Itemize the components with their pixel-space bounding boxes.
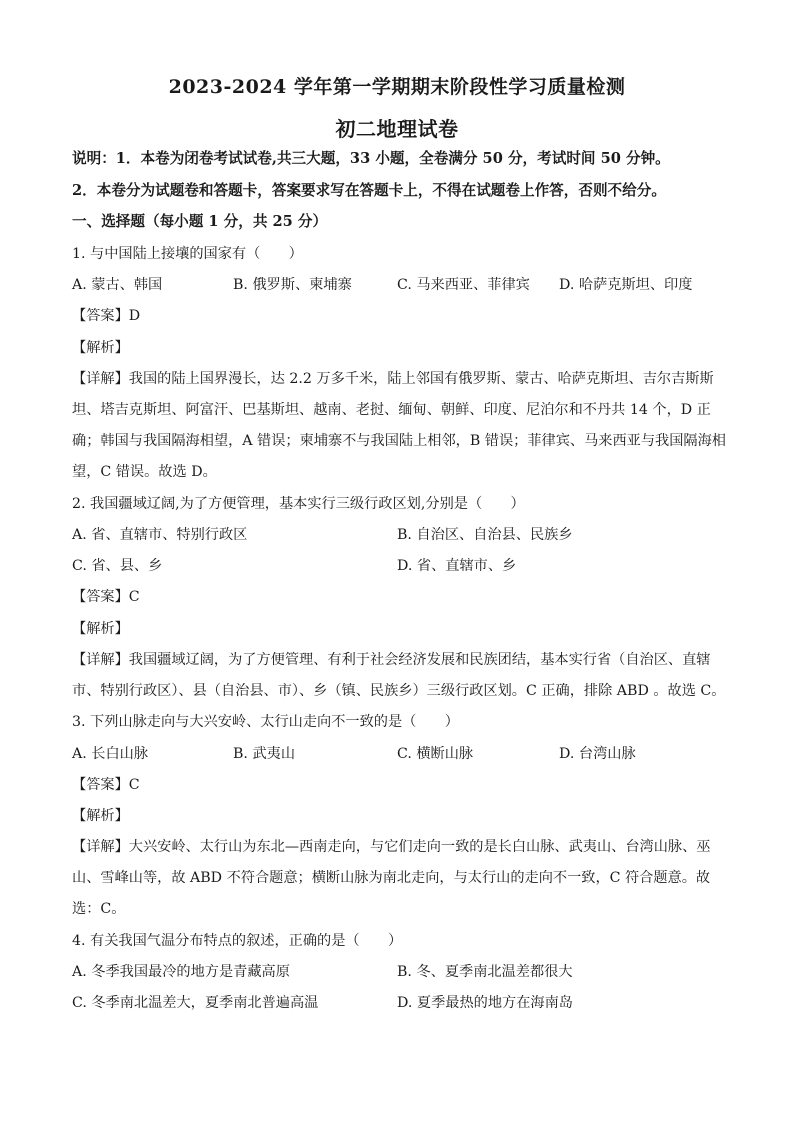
question-2-answer — [72, 588, 140, 606]
question-4-option-a: A. 冬季我国最冷的地方是青藏高原 — [72, 964, 290, 980]
question-2-option-d: D. 省、直辖市、乡 — [397, 558, 517, 574]
instruction-line-1: 说明：1．本卷为闭卷考试试卷,共三大题，33 小题，全卷满分 50 分，考试时间 50 分钟。 — [72, 150, 670, 167]
question-3-analysis-label: 【解析】 — [72, 808, 129, 824]
question-3-option-a: A. 长白山脉 — [72, 746, 149, 762]
question-1-answer — [72, 307, 140, 325]
question-2-detail-line-2: 市、特别行政区）、县（自治县、市）、乡（镇、民族乡）三级行政区划。C 正确，排除 ABD 。故选 C。 — [72, 683, 726, 699]
question-1-option-c: C. 马来西亚、菲律宾 — [397, 277, 530, 293]
answer-value: C — [128, 777, 140, 793]
question-2-option-c: C. 省、县、乡 — [72, 558, 163, 574]
question-2-option-a: A. 省、直辖市、特别行政区 — [72, 527, 248, 543]
detail-text: 我国的陆上国界漫长，达 2.2 万多千米，陆上邻国有俄罗斯、蒙古、哈萨克斯坦、吉尔吉斯斯 — [128, 371, 714, 387]
exam-subtitle: 初二地理试卷 — [335, 117, 459, 141]
question-4-stem: 4. 有关我国气温分布特点的叙述，正确的是（ ） — [72, 933, 403, 949]
exam-title: 2023-2024 学年第一学期期末阶段性学习质量检测 — [168, 76, 626, 98]
question-3-stem: 3. 下列山脉走向与大兴安岭、太行山走向不一致的是（ ） — [72, 714, 459, 730]
section-heading: 一、选择题（每小题 1 分，共 25 分） — [72, 213, 328, 230]
question-3-option-c: C. 横断山脉 — [397, 746, 474, 762]
detail-label: 【详解】 — [72, 652, 129, 668]
question-1-option-a: A. 蒙古、韩国 — [72, 277, 163, 293]
answer-label: 【答案】 — [72, 589, 129, 605]
question-2-detail-line-1 — [72, 651, 710, 669]
detail-text: 大兴安岭、太行山为东北—西南走向，与它们走向一致的是长白山脉、武夷山、台湾山脉、巫 — [128, 839, 711, 855]
question-3-detail-line-3: 选：C。 — [72, 901, 126, 917]
question-2-analysis-label: 【解析】 — [72, 621, 129, 637]
question-3-answer — [72, 776, 140, 794]
question-1-detail-line-4: 望，C 错误。故选 D。 — [72, 464, 217, 480]
question-1-stem: 1. 与中国陆上接壤的国家有（ ） — [72, 246, 303, 262]
question-3-option-d: D. 台湾山脉 — [559, 746, 636, 762]
question-2-option-b: B. 自治区、自治县、民族乡 — [397, 527, 573, 543]
question-1-detail-line-1 — [72, 370, 714, 388]
question-4-option-d: D. 夏季最热的地方在海南岛 — [397, 995, 573, 1011]
question-3-option-b: B. 武夷山 — [233, 746, 296, 762]
question-1-option-d: D. 哈萨克斯坦、印度 — [559, 277, 693, 293]
detail-label: 【详解】 — [72, 371, 129, 387]
question-4-option-c: C. 冬季南北温差大，夏季南北普遍高温 — [72, 995, 319, 1011]
question-3-detail-line-1 — [72, 838, 710, 856]
question-3-detail-line-2: 山、雪峰山等，故 ABD 不符合题意；横断山脉为南北走向，与太行山的走向不一致，C 符合题意。故 — [72, 870, 711, 886]
answer-label: 【答案】 — [72, 308, 129, 324]
answer-value: D — [128, 308, 141, 324]
question-1-option-b: B. 俄罗斯、柬埔寨 — [233, 277, 352, 293]
instruction-line-2: 2．本卷分为试题卷和答题卡，答案要求写在答题卡上，不得在试题卷上作答，否则不给分。 — [72, 182, 666, 199]
answer-label: 【答案】 — [72, 777, 129, 793]
detail-text: 我国疆域辽阔，为了方便管理、有利于社会经济发展和民族团结，基本实行省（自治区、直辖 — [128, 652, 711, 668]
question-1-detail-line-2: 坦、塔吉克斯坦、阿富汗、巴基斯坦、越南、老挝、缅甸、朝鲜、印度、尼泊尔和不丹共 14 个，D 正 — [72, 402, 711, 418]
question-2-stem: 2. 我国疆域辽阔,为了方便管理，基本实行三级行政区划,分别是（ ） — [72, 496, 525, 512]
answer-value: C — [128, 589, 140, 605]
question-4-option-b: B. 冬、夏季南北温差都很大 — [397, 964, 573, 980]
question-1-detail-line-3: 确；韩国与我国隔海相望，A 错误；柬埔寨不与我国陆上相邻，B 错误；菲律宾、马来西亚与我国隔海相 — [72, 433, 726, 449]
question-1-analysis-label: 【解析】 — [72, 340, 129, 356]
detail-label: 【详解】 — [72, 839, 129, 855]
